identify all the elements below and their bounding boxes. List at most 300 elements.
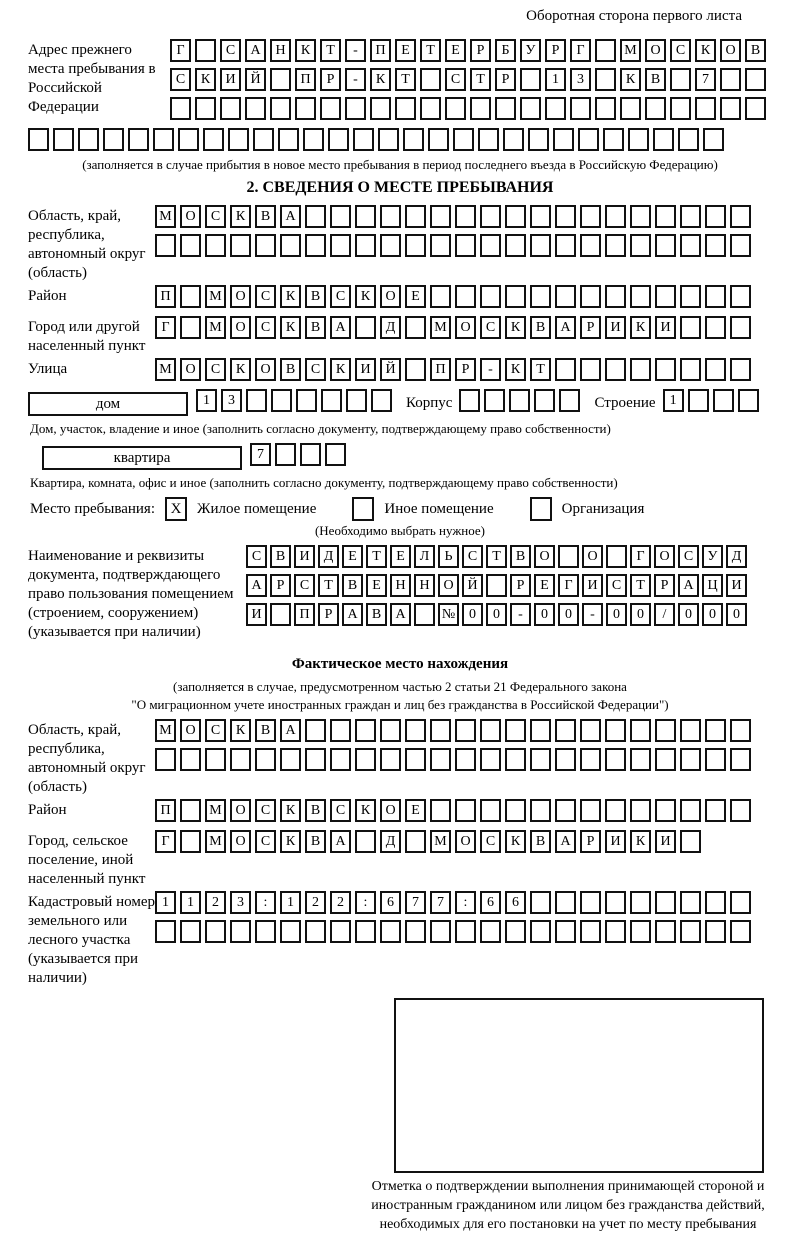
char-box[interactable]: 0 <box>702 603 723 626</box>
char-box[interactable] <box>555 285 576 308</box>
char-box[interactable] <box>155 748 176 771</box>
char-box[interactable]: А <box>280 719 301 742</box>
char-box[interactable] <box>595 39 616 62</box>
char-box[interactable]: К <box>505 830 526 853</box>
char-box[interactable]: К <box>330 358 351 381</box>
char-box[interactable] <box>630 234 651 257</box>
char-box[interactable]: О <box>230 799 251 822</box>
char-box[interactable] <box>480 920 501 943</box>
char-box[interactable] <box>395 97 416 120</box>
char-box[interactable] <box>630 799 651 822</box>
char-box[interactable] <box>655 891 676 914</box>
char-box[interactable] <box>534 389 555 412</box>
char-box[interactable] <box>530 234 551 257</box>
char-box[interactable]: О <box>230 830 251 853</box>
char-box[interactable] <box>270 97 291 120</box>
char-box[interactable]: М <box>205 285 226 308</box>
char-box[interactable] <box>53 128 74 151</box>
char-box[interactable] <box>178 128 199 151</box>
char-box[interactable]: 6 <box>505 891 526 914</box>
char-box[interactable] <box>503 128 524 151</box>
char-box[interactable]: С <box>330 799 351 822</box>
char-box[interactable] <box>680 830 701 853</box>
char-box[interactable]: И <box>726 574 747 597</box>
char-box[interactable] <box>680 799 701 822</box>
char-box[interactable] <box>78 128 99 151</box>
char-box[interactable] <box>605 891 626 914</box>
char-box[interactable] <box>530 920 551 943</box>
char-box[interactable]: 1 <box>155 891 176 914</box>
char-box[interactable] <box>480 748 501 771</box>
char-box[interactable]: С <box>205 205 226 228</box>
char-box[interactable]: А <box>390 603 411 626</box>
char-box[interactable] <box>420 97 441 120</box>
char-box[interactable] <box>630 748 651 771</box>
char-box[interactable] <box>470 97 491 120</box>
char-box[interactable]: К <box>280 316 301 339</box>
char-box[interactable]: Й <box>380 358 401 381</box>
char-box[interactable]: Т <box>630 574 651 597</box>
char-box[interactable] <box>580 285 601 308</box>
char-box[interactable] <box>688 389 709 412</box>
char-box[interactable]: Ь <box>438 545 459 568</box>
char-box[interactable] <box>655 285 676 308</box>
char-box[interactable] <box>180 920 201 943</box>
char-box[interactable] <box>605 719 626 742</box>
char-box[interactable]: А <box>555 830 576 853</box>
char-box[interactable] <box>553 128 574 151</box>
char-box[interactable] <box>303 128 324 151</box>
char-box[interactable]: № <box>438 603 459 626</box>
char-box[interactable]: Е <box>534 574 555 597</box>
char-box[interactable]: П <box>294 603 315 626</box>
char-box[interactable] <box>203 128 224 151</box>
char-box[interactable] <box>205 234 226 257</box>
char-box[interactable]: : <box>255 891 276 914</box>
char-box[interactable] <box>730 891 751 914</box>
char-box[interactable] <box>705 748 726 771</box>
char-box[interactable] <box>655 358 676 381</box>
char-box[interactable] <box>305 748 326 771</box>
char-box[interactable] <box>280 234 301 257</box>
char-box[interactable] <box>630 285 651 308</box>
char-box[interactable] <box>345 97 366 120</box>
char-box[interactable] <box>430 799 451 822</box>
char-box[interactable] <box>346 389 367 412</box>
char-box[interactable] <box>595 97 616 120</box>
char-box[interactable] <box>325 443 346 466</box>
char-box[interactable] <box>530 285 551 308</box>
char-box[interactable]: О <box>534 545 555 568</box>
char-box[interactable] <box>505 719 526 742</box>
char-box[interactable]: Е <box>405 799 426 822</box>
char-box[interactable] <box>484 389 505 412</box>
char-box[interactable] <box>280 748 301 771</box>
char-box[interactable] <box>455 205 476 228</box>
char-box[interactable]: И <box>355 358 376 381</box>
char-box[interactable] <box>330 748 351 771</box>
char-box[interactable] <box>180 285 201 308</box>
char-box[interactable]: О <box>645 39 666 62</box>
char-box[interactable]: Г <box>570 39 591 62</box>
char-box[interactable] <box>655 748 676 771</box>
char-box[interactable]: 0 <box>678 603 699 626</box>
char-box[interactable] <box>680 316 701 339</box>
char-box[interactable]: С <box>480 316 501 339</box>
char-box[interactable]: Е <box>395 39 416 62</box>
char-box[interactable] <box>678 128 699 151</box>
char-box[interactable] <box>738 389 759 412</box>
char-box[interactable] <box>559 389 580 412</box>
char-box[interactable]: С <box>205 358 226 381</box>
char-box[interactable] <box>430 285 451 308</box>
char-box[interactable] <box>558 545 579 568</box>
char-box[interactable] <box>245 97 266 120</box>
char-box[interactable] <box>578 128 599 151</box>
char-box[interactable]: 2 <box>305 891 326 914</box>
char-box[interactable] <box>255 748 276 771</box>
char-box[interactable]: К <box>280 799 301 822</box>
char-box[interactable] <box>680 891 701 914</box>
char-box[interactable]: С <box>606 574 627 597</box>
char-box[interactable]: К <box>280 830 301 853</box>
char-box[interactable]: Г <box>558 574 579 597</box>
char-box[interactable]: 0 <box>630 603 651 626</box>
char-box[interactable]: 0 <box>462 603 483 626</box>
char-box[interactable] <box>705 316 726 339</box>
char-box[interactable] <box>228 128 249 151</box>
char-box[interactable] <box>680 920 701 943</box>
char-box[interactable]: О <box>720 39 741 62</box>
char-box[interactable]: : <box>355 891 376 914</box>
char-box[interactable]: С <box>246 545 267 568</box>
char-box[interactable] <box>555 205 576 228</box>
char-box[interactable] <box>295 97 316 120</box>
char-box[interactable]: С <box>678 545 699 568</box>
char-box[interactable]: Т <box>318 574 339 597</box>
char-box[interactable]: У <box>702 545 723 568</box>
char-box[interactable] <box>300 443 321 466</box>
char-box[interactable]: 1 <box>663 389 684 412</box>
char-box[interactable]: 7 <box>405 891 426 914</box>
char-box[interactable]: С <box>255 316 276 339</box>
char-box[interactable] <box>414 603 435 626</box>
char-box[interactable]: С <box>670 39 691 62</box>
char-box[interactable] <box>745 97 766 120</box>
char-box[interactable]: В <box>280 358 301 381</box>
char-box[interactable] <box>630 205 651 228</box>
char-box[interactable] <box>330 205 351 228</box>
char-box[interactable]: 0 <box>558 603 579 626</box>
char-box[interactable] <box>555 891 576 914</box>
char-box[interactable]: М <box>155 719 176 742</box>
char-box[interactable]: В <box>255 719 276 742</box>
char-box[interactable] <box>555 719 576 742</box>
char-box[interactable] <box>405 719 426 742</box>
char-box[interactable] <box>430 234 451 257</box>
char-box[interactable]: В <box>305 830 326 853</box>
char-box[interactable] <box>680 234 701 257</box>
char-box[interactable]: О <box>180 205 201 228</box>
char-box[interactable] <box>403 128 424 151</box>
char-box[interactable]: О <box>380 799 401 822</box>
char-box[interactable]: К <box>280 285 301 308</box>
char-box[interactable]: О <box>255 358 276 381</box>
char-box[interactable]: 2 <box>330 891 351 914</box>
char-box[interactable]: Е <box>342 545 363 568</box>
char-box[interactable]: В <box>342 574 363 597</box>
char-box[interactable] <box>605 748 626 771</box>
char-box[interactable]: / <box>654 603 675 626</box>
char-box[interactable] <box>355 920 376 943</box>
char-box[interactable]: М <box>155 358 176 381</box>
char-box[interactable] <box>505 748 526 771</box>
char-box[interactable] <box>730 799 751 822</box>
char-box[interactable] <box>195 97 216 120</box>
char-box[interactable]: С <box>205 719 226 742</box>
char-box[interactable] <box>580 920 601 943</box>
char-box[interactable]: Ц <box>702 574 723 597</box>
char-box[interactable] <box>155 234 176 257</box>
char-box[interactable] <box>180 234 201 257</box>
char-box[interactable] <box>430 748 451 771</box>
char-box[interactable]: С <box>294 574 315 597</box>
char-box[interactable] <box>371 389 392 412</box>
char-box[interactable] <box>605 920 626 943</box>
char-box[interactable] <box>453 128 474 151</box>
char-box[interactable] <box>730 285 751 308</box>
char-box[interactable] <box>630 719 651 742</box>
char-box[interactable] <box>628 128 649 151</box>
char-box[interactable] <box>455 799 476 822</box>
char-box[interactable]: Г <box>155 830 176 853</box>
char-box[interactable] <box>355 830 376 853</box>
char-box[interactable] <box>730 920 751 943</box>
char-box[interactable]: С <box>445 68 466 91</box>
char-box[interactable]: Г <box>170 39 191 62</box>
char-box[interactable]: 1 <box>196 389 217 412</box>
char-box[interactable] <box>680 719 701 742</box>
char-box[interactable]: С <box>255 799 276 822</box>
char-box[interactable] <box>280 920 301 943</box>
char-box[interactable] <box>680 358 701 381</box>
char-box[interactable] <box>655 205 676 228</box>
char-box[interactable]: Д <box>726 545 747 568</box>
char-box[interactable]: К <box>355 799 376 822</box>
char-box[interactable]: Н <box>390 574 411 597</box>
char-box[interactable]: О <box>180 719 201 742</box>
char-box[interactable] <box>430 205 451 228</box>
char-box[interactable] <box>580 205 601 228</box>
char-box[interactable] <box>405 205 426 228</box>
char-box[interactable] <box>455 920 476 943</box>
char-box[interactable]: 3 <box>570 68 591 91</box>
char-box[interactable] <box>570 97 591 120</box>
char-box[interactable] <box>205 748 226 771</box>
char-box[interactable] <box>328 128 349 151</box>
char-box[interactable] <box>246 389 267 412</box>
char-box[interactable]: В <box>305 285 326 308</box>
char-box[interactable]: И <box>655 316 676 339</box>
char-box[interactable]: А <box>280 205 301 228</box>
char-box[interactable] <box>580 748 601 771</box>
char-box[interactable]: В <box>530 316 551 339</box>
char-box[interactable]: А <box>342 603 363 626</box>
char-box[interactable] <box>505 285 526 308</box>
char-box[interactable]: В <box>366 603 387 626</box>
char-box[interactable] <box>195 39 216 62</box>
char-box[interactable] <box>278 128 299 151</box>
char-box[interactable] <box>405 920 426 943</box>
char-box[interactable] <box>305 234 326 257</box>
char-box[interactable]: О <box>230 316 251 339</box>
char-box[interactable] <box>480 285 501 308</box>
char-box[interactable] <box>703 128 724 151</box>
char-box[interactable]: 0 <box>534 603 555 626</box>
char-box[interactable] <box>530 205 551 228</box>
char-box[interactable] <box>480 205 501 228</box>
char-box[interactable]: И <box>605 316 626 339</box>
char-box[interactable]: И <box>655 830 676 853</box>
char-box[interactable] <box>730 234 751 257</box>
char-box[interactable]: Р <box>510 574 531 597</box>
char-box[interactable]: Р <box>654 574 675 597</box>
char-box[interactable] <box>430 920 451 943</box>
char-box[interactable]: О <box>180 358 201 381</box>
house-type-box[interactable]: дом <box>28 392 188 416</box>
char-box[interactable]: Е <box>405 285 426 308</box>
char-box[interactable]: К <box>695 39 716 62</box>
char-box[interactable]: Е <box>366 574 387 597</box>
char-box[interactable] <box>530 799 551 822</box>
char-box[interactable]: 1 <box>545 68 566 91</box>
char-box[interactable]: А <box>246 574 267 597</box>
char-box[interactable]: 7 <box>430 891 451 914</box>
char-box[interactable]: Р <box>270 574 291 597</box>
char-box[interactable]: 3 <box>221 389 242 412</box>
char-box[interactable]: Р <box>545 39 566 62</box>
char-box[interactable] <box>480 799 501 822</box>
char-box[interactable]: О <box>438 574 459 597</box>
char-box[interactable] <box>680 748 701 771</box>
char-box[interactable] <box>128 128 149 151</box>
char-box[interactable] <box>230 234 251 257</box>
char-box[interactable] <box>720 97 741 120</box>
char-box[interactable] <box>580 891 601 914</box>
char-box[interactable] <box>428 128 449 151</box>
char-box[interactable]: В <box>270 545 291 568</box>
char-box[interactable] <box>595 68 616 91</box>
char-box[interactable]: С <box>330 285 351 308</box>
char-box[interactable]: Й <box>245 68 266 91</box>
char-box[interactable] <box>695 97 716 120</box>
char-box[interactable] <box>405 316 426 339</box>
char-box[interactable] <box>620 97 641 120</box>
char-box[interactable]: М <box>430 830 451 853</box>
char-box[interactable] <box>445 97 466 120</box>
char-box[interactable]: И <box>294 545 315 568</box>
char-box[interactable]: Т <box>420 39 441 62</box>
char-box[interactable] <box>220 97 241 120</box>
char-box[interactable] <box>230 920 251 943</box>
char-box[interactable] <box>645 97 666 120</box>
char-box[interactable]: - <box>510 603 531 626</box>
char-box[interactable]: А <box>678 574 699 597</box>
char-box[interactable]: 1 <box>280 891 301 914</box>
char-box[interactable]: О <box>654 545 675 568</box>
char-box[interactable] <box>580 358 601 381</box>
char-box[interactable]: В <box>510 545 531 568</box>
char-box[interactable] <box>103 128 124 151</box>
char-box[interactable]: К <box>355 285 376 308</box>
char-box[interactable] <box>705 799 726 822</box>
char-box[interactable] <box>180 316 201 339</box>
char-box[interactable] <box>205 920 226 943</box>
char-box[interactable]: В <box>255 205 276 228</box>
char-box[interactable] <box>455 234 476 257</box>
char-box[interactable] <box>530 719 551 742</box>
char-box[interactable]: О <box>380 285 401 308</box>
char-box[interactable]: К <box>620 68 641 91</box>
char-box[interactable]: Г <box>155 316 176 339</box>
char-box[interactable] <box>655 799 676 822</box>
char-box[interactable]: О <box>455 316 476 339</box>
char-box[interactable] <box>580 719 601 742</box>
char-box[interactable]: С <box>220 39 241 62</box>
char-box[interactable] <box>680 285 701 308</box>
char-box[interactable] <box>330 719 351 742</box>
char-box[interactable] <box>705 358 726 381</box>
char-box[interactable] <box>505 920 526 943</box>
char-box[interactable] <box>653 128 674 151</box>
char-box[interactable] <box>405 358 426 381</box>
char-box[interactable]: П <box>370 39 391 62</box>
char-box[interactable]: 1 <box>180 891 201 914</box>
char-box[interactable] <box>455 285 476 308</box>
char-box[interactable] <box>380 205 401 228</box>
char-box[interactable] <box>405 748 426 771</box>
char-box[interactable]: Д <box>380 830 401 853</box>
char-box[interactable] <box>355 748 376 771</box>
char-box[interactable]: О <box>582 545 603 568</box>
char-box[interactable]: Т <box>470 68 491 91</box>
char-box[interactable]: Е <box>390 545 411 568</box>
char-box[interactable] <box>305 719 326 742</box>
char-box[interactable]: М <box>620 39 641 62</box>
char-box[interactable]: М <box>430 316 451 339</box>
char-box[interactable]: С <box>462 545 483 568</box>
char-box[interactable]: Т <box>366 545 387 568</box>
char-box[interactable] <box>459 389 480 412</box>
char-box[interactable]: Т <box>395 68 416 91</box>
char-box[interactable]: А <box>245 39 266 62</box>
char-box[interactable]: У <box>520 39 541 62</box>
char-box[interactable] <box>480 719 501 742</box>
char-box[interactable] <box>353 128 374 151</box>
stay-option-residential-checkbox[interactable]: X <box>165 497 187 521</box>
char-box[interactable]: С <box>255 830 276 853</box>
char-box[interactable] <box>630 920 651 943</box>
char-box[interactable] <box>380 719 401 742</box>
char-box[interactable]: Н <box>270 39 291 62</box>
char-box[interactable]: О <box>230 285 251 308</box>
char-box[interactable]: П <box>430 358 451 381</box>
char-box[interactable]: Г <box>630 545 651 568</box>
apartment-type-box[interactable]: квартира <box>42 446 242 470</box>
char-box[interactable]: Л <box>414 545 435 568</box>
char-box[interactable] <box>355 316 376 339</box>
char-box[interactable] <box>405 234 426 257</box>
